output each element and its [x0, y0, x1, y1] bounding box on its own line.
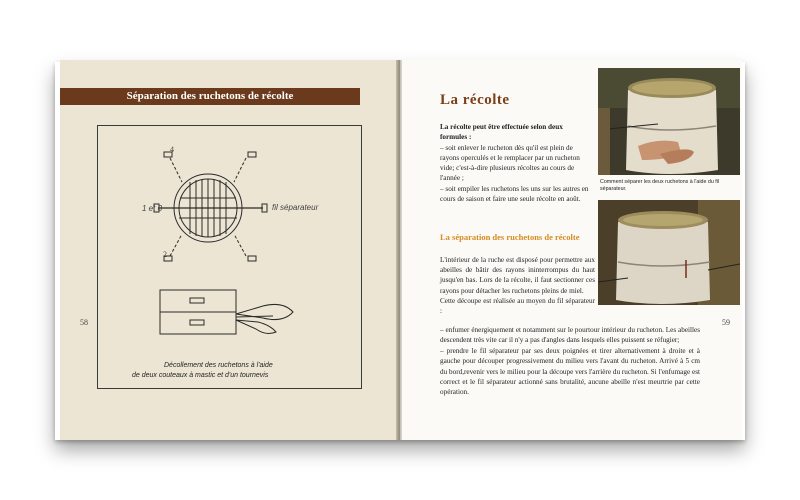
- diagram-label-fil-separateur: fil séparateur: [272, 203, 319, 212]
- knife-2: [236, 320, 276, 333]
- lower-rucheton: [160, 312, 236, 334]
- section-subtitle: La séparation des ruchetons de récolte: [440, 232, 580, 242]
- left-page-number: 58: [80, 318, 88, 327]
- body-wide: [440, 325, 700, 398]
- diagram-frame: [97, 125, 362, 389]
- diagram-label-2: 2: [163, 250, 167, 259]
- diagram-label-4: 4: [170, 145, 174, 154]
- ruche-diagram: [98, 126, 361, 388]
- right-page-title: La récolte: [440, 92, 510, 108]
- diagram-caption-line2: de deux couteaux à mastic et d'un tournevis: [132, 372, 269, 379]
- diagram-caption-line1: Décollement des ruchetons à l'aide: [164, 362, 273, 369]
- upper-rucheton: [160, 290, 236, 312]
- left-page-banner-title: Séparation des ruchetons de récolte: [60, 88, 360, 105]
- photo-caption: Comment séparer les deux ruchetons à l'aide du fil séparateur.: [600, 179, 720, 192]
- hive-photo-top: [598, 68, 740, 175]
- intro-block: [440, 122, 590, 204]
- bullet-1: – enfumer énergiquement et notamment sur le pourtour intérieur du rucheton. Les abeilles descendent très vite car il n'y a pas d'angles dans lesquels elles puissent se réfugier;: [440, 326, 700, 345]
- bullet-2: – prendre le fil séparateur par ses deux poignées et tirer alternativement à droite et à gauche pour découper progressivement du milieu vers l'avant du rucheton. Arrivé à 5 cm du bord,revenir vers le milieu pour la découpe vers l'arrière du rucheton. Si l'enfumage est correct et le fil séparateur actionné sans brutalité, aucune abeille n'est meurtrie par cette opération.: [440, 346, 700, 397]
- paragraph-1: L'intérieur de la ruche est disposé pour permettre aux abeilles de bâtir des rayons ininterrompus du haut jusqu'en bas. Lors de la récolte, il faut sectionner ces rayons pour détacher les ruchetons pleins de miel.: [440, 256, 595, 295]
- hive-photo-bottom: [598, 200, 740, 305]
- diagram-label-1-et-3: 1 et 3: [142, 204, 163, 213]
- right-page-number: 59: [722, 318, 730, 327]
- knife-1: [236, 304, 293, 319]
- body-column: [440, 255, 595, 316]
- intro-bold-line: La récolte peut être effectuée selon deux formules :: [440, 123, 563, 142]
- paragraph-2: Cette découpe est réalisée au moyen du fil séparateur :: [440, 296, 595, 316]
- intro-item-2: – soit empiler les ruchetons les uns sur les autres en cours de saison et faire une seule récolte en août.: [440, 184, 589, 204]
- intro-item-1: – soit enlever le rucheton dès qu'il est plein de rayons operculés et le remplacer par un rucheton vide; c'est-à-dire plusieurs récoltes au cours de l'année ;: [440, 143, 580, 183]
